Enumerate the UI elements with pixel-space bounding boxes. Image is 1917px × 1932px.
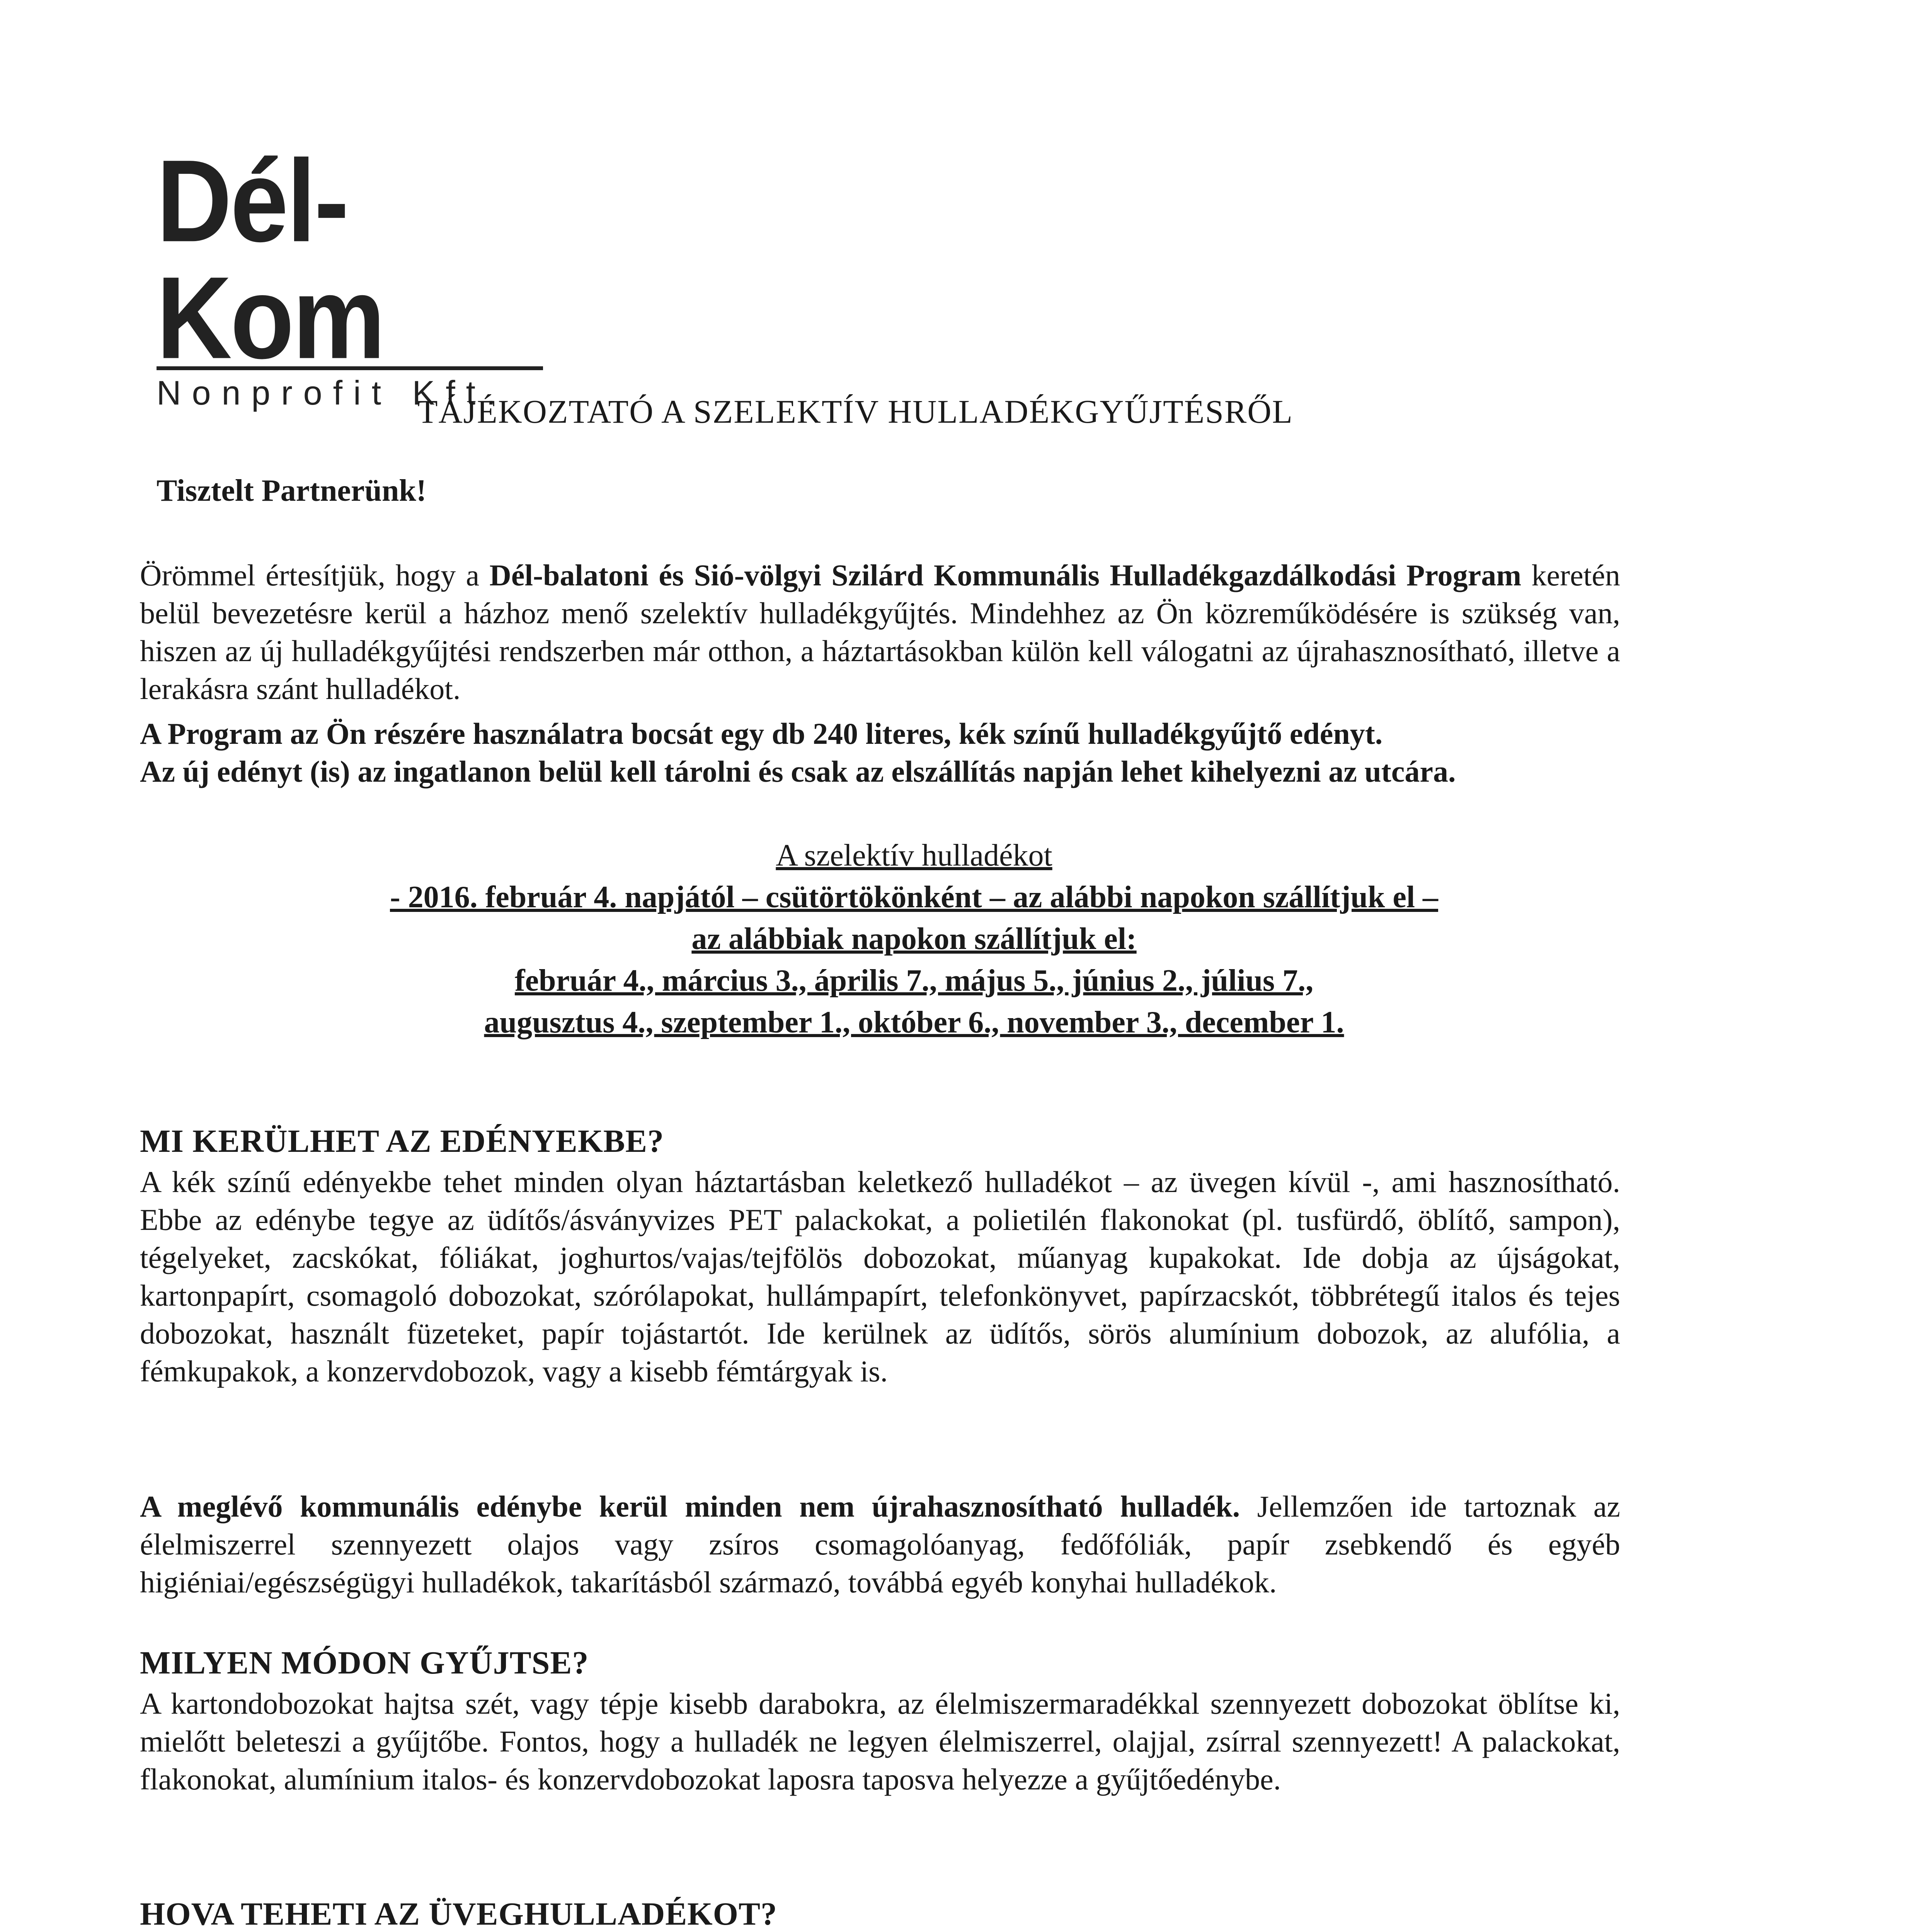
company-logo bbox=[157, 136, 562, 413]
section-heading-how: MILYEN MÓDON GYŰJTSE? bbox=[140, 1645, 589, 1681]
communal-bin-lead: A meglévő kommunális edénybe kerül minden nem újrahasznosítható hulladék. bbox=[140, 1490, 1240, 1523]
logo-subtitle: Nonprofit Kft. bbox=[157, 374, 507, 412]
schedule-dates-2: augusztus 4., szeptember 1., október 6., november 3., december 1. bbox=[484, 1005, 1344, 1039]
schedule-intro: az alábbiak napokon szállítjuk el: bbox=[691, 922, 1137, 956]
section-body-how: A kartondobozokat hajtsa szét, vagy tépje kisebb darabokra, az élelmiszermaradékkal szennyezett dobozokat öblítse ki, mielőtt beleteszi a gyűjtőbe. Fontos, hogy a hulladék ne legyen élelmiszerrel, olajjal, zsírral szennyezett! A palackokat, flakonokat, alumínium italos- és konzervdobozokat laposra taposva helyezze a gyűjtőedénybe. bbox=[140, 1687, 1620, 1796]
schedule-heading: A szelektív hulladékot bbox=[776, 838, 1052, 872]
intro-text-c: keretén belül bevezetésre kerül a házhoz menő szelektív hulladékgyűjtés. Mindehhez az Ön közreműködésére is szükség van, hiszen az új hulladékgyűjtési rendszerben már otthon, a háztartásokban külön kell válogatni az újrahasznosítható, illetve a lerakásra szánt hulladékot. bbox=[140, 558, 1620, 706]
bin-provision-paragraph: A Program az Ön részére használatra bocsát egy db 240 literes, kék színű hulladékgyűjtő edényt. bbox=[140, 717, 1383, 750]
communal-bin-details: Jellemzően ide tartoznak az élelmiszerrel szennyezett olajos vagy zsíros csomagolóanyag, fedőfóliák, papír zsebkendő és egyéb higiéniai/egészségügyi hulladékok, takarításból származó, továbbá egyéb konyhai hulladékok. bbox=[140, 1490, 1621, 1599]
bin-storage-paragraph: Az új edényt (is) az ingatlanon belül kell tárolni és csak az elszállítás napján lehet kihelyezni az utcára. bbox=[140, 755, 1456, 788]
communal-bin-paragraph bbox=[140, 1488, 1620, 1601]
schedule-start-date: - 2016. február 4. napjától – csütörtökönként – az alábbi napokon szállítjuk el – bbox=[390, 880, 1439, 914]
collection-schedule bbox=[271, 835, 1558, 1043]
program-name: Dél-balatoni és Sió-völgyi Szilárd Kommunális Hulladékgazdálkodási Program bbox=[489, 558, 1522, 592]
section-heading-glass: HOVA TEHETI AZ ÜVEGHULLADÉKOT? bbox=[140, 1896, 778, 1932]
intro-paragraph bbox=[140, 556, 1620, 708]
schedule-dates-1: február 4., március 3., április 7., május 5., június 2., július 7., bbox=[514, 964, 1314, 998]
section-body-what: A kék színű edényekbe tehet minden olyan háztartásban keletkező hulladékot – az üvegen kívül -, ami hasznosítható. Ebbe az edénybe tegye az üdítős/ásványvizes PET palackokat, a polietilén flakonokat (pl. tusfürdő, öblítő, sampon), tégelyeket, zacskókat, fóliákat, joghurtos/vajas/tejfölös dobozokat, műanyag kupakokat. Ide dobja az újságokat, kartonpapírt, csomagoló dobozokat, szórólapokat, hullámpapírt, telefonkönyvet, papírzacskót, többrétegű italos és tejes dobozokat, használt füzeteket, papír tojástartót. Ide kerülnek az üdítős, sörös alumínium dobozok, az alufólia, a fémkupakok, a konzervdobozok, vagy a kisebb fémtárgyak is. bbox=[140, 1165, 1620, 1388]
greeting: Tisztelt Partnerünk! bbox=[157, 474, 427, 508]
intro-text-a: Örömmel értesítjük, hogy a bbox=[140, 558, 490, 592]
section-heading-what: MI KERÜLHET AZ EDÉNYEKBE? bbox=[140, 1123, 664, 1159]
logo-wordmark: Dél-Kom bbox=[157, 136, 384, 383]
document-title: TÁJÉKOZTATÓ A SZELEKTÍV HULLADÉKGYŰJTÉSRŐL bbox=[417, 393, 1293, 430]
